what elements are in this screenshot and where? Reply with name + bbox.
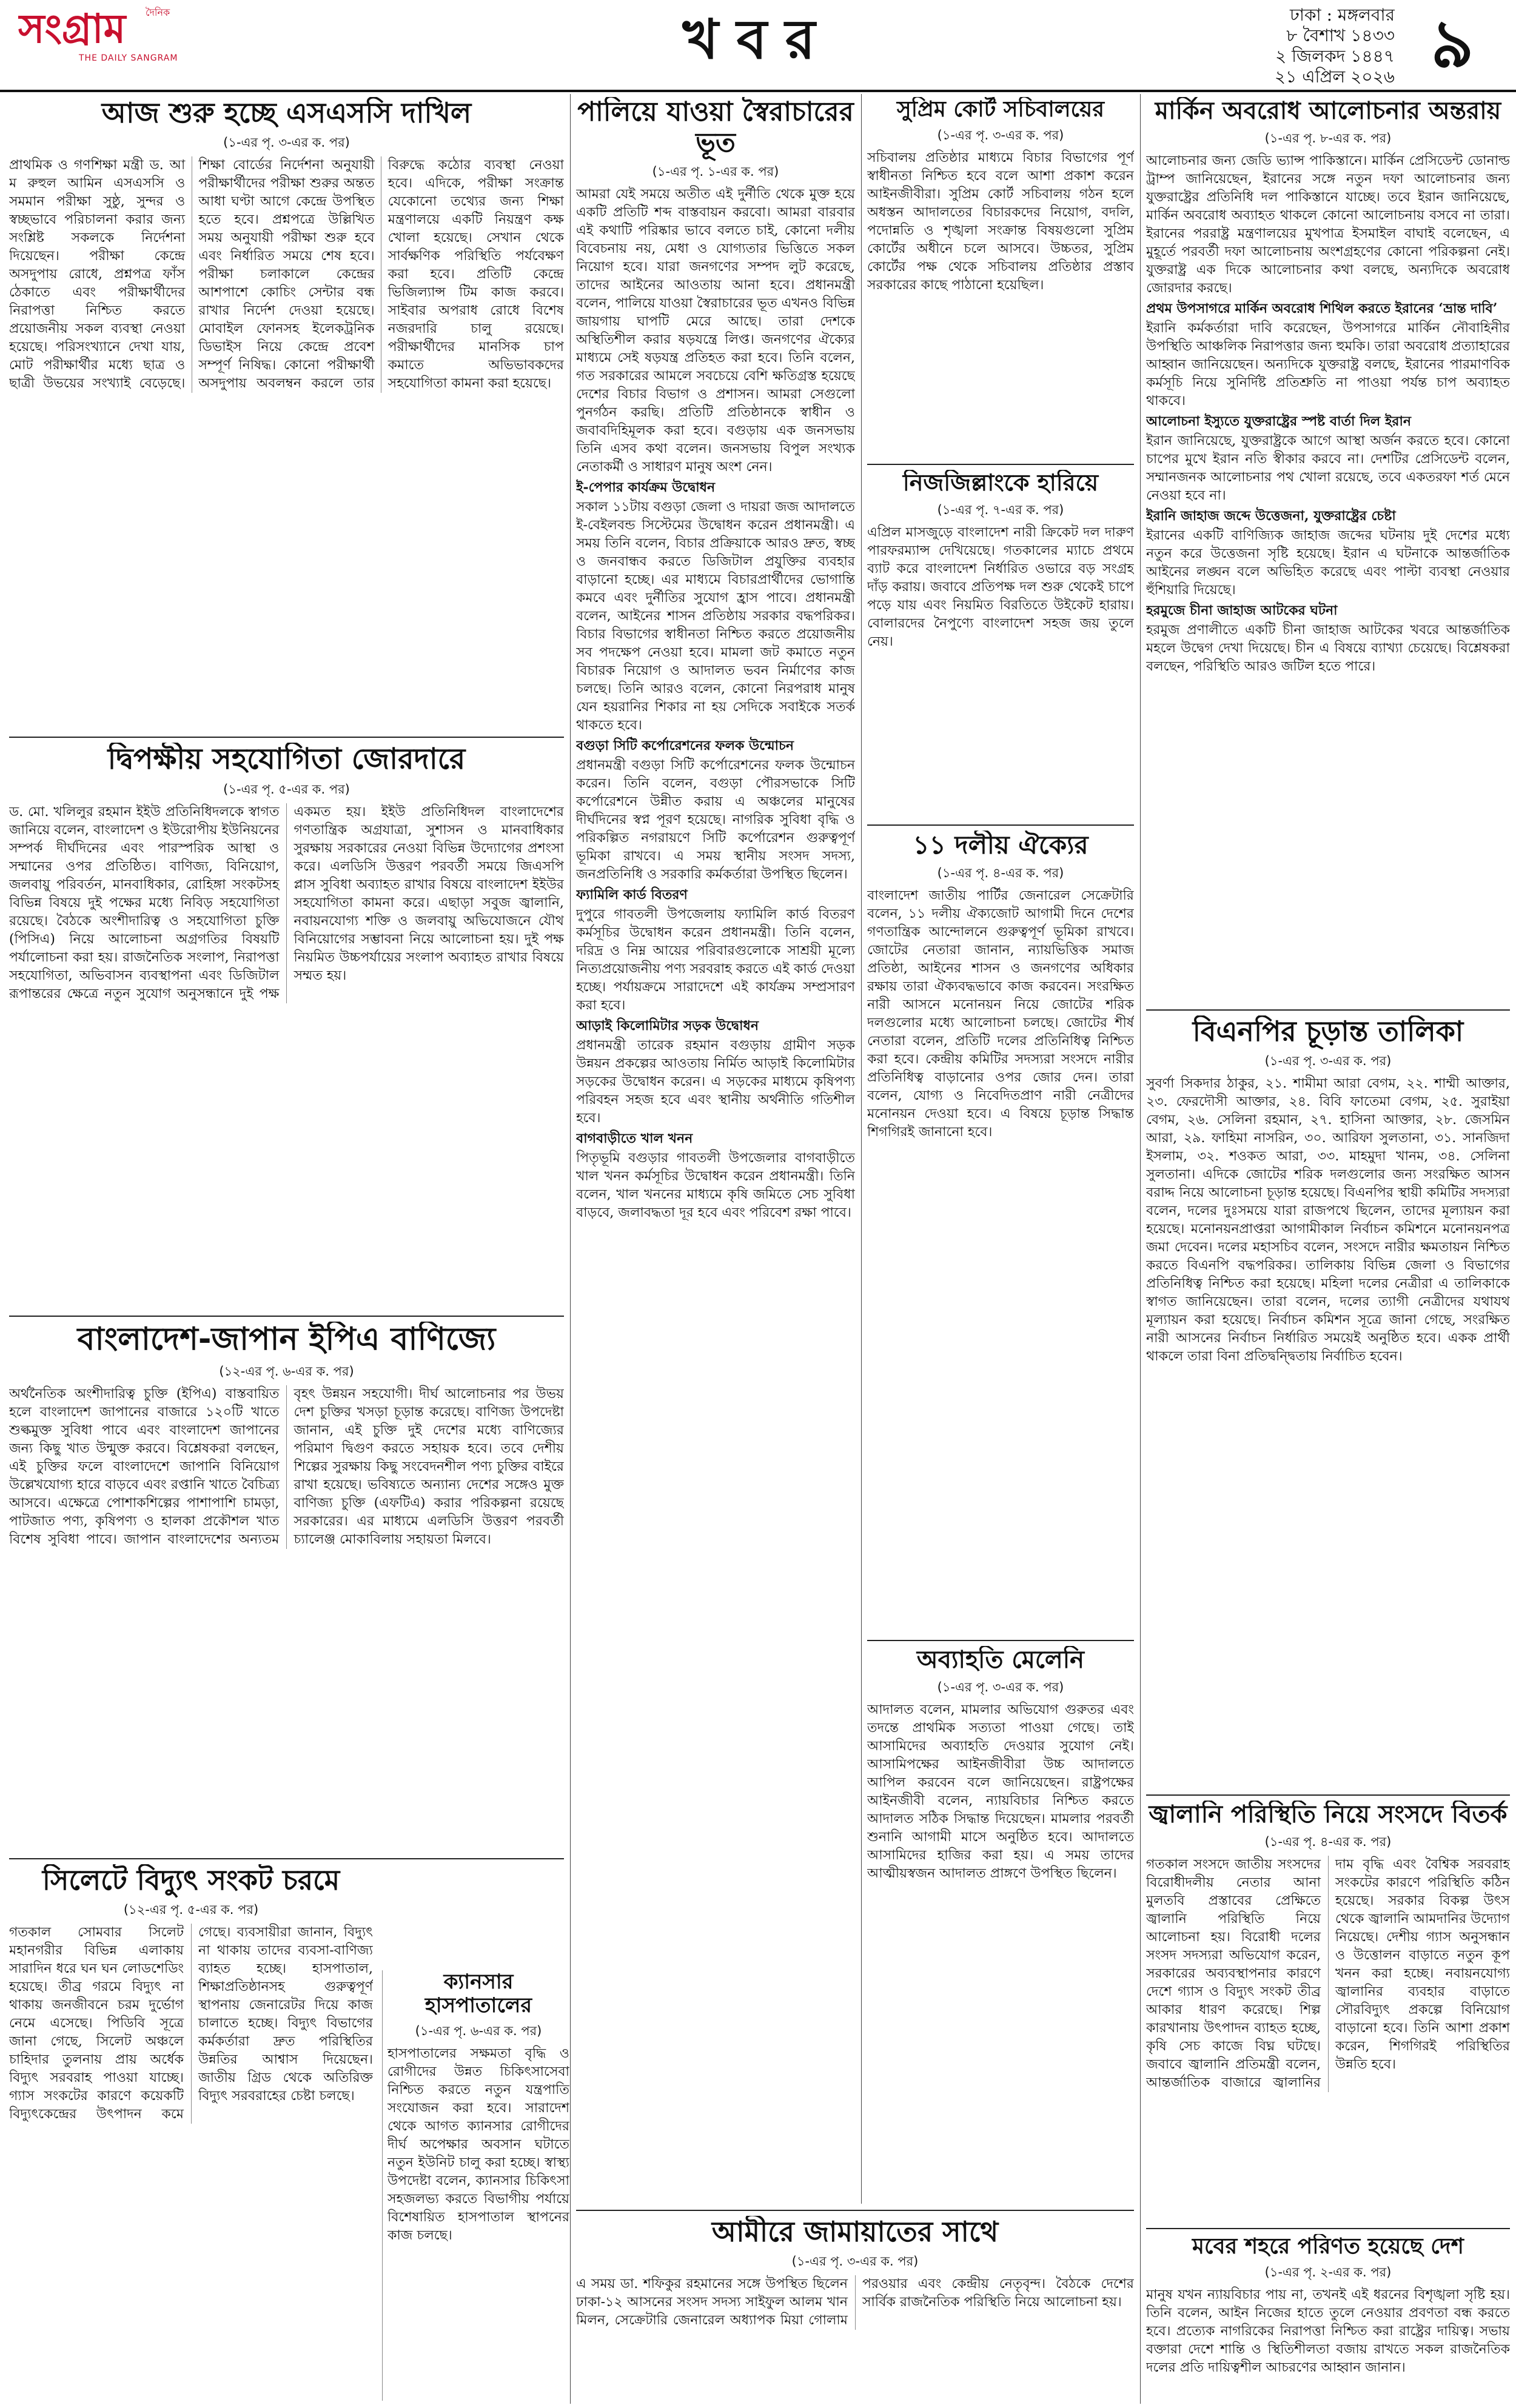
date-bangla: ৮ বৈশাখ ১৪৩৩ [1286,25,1395,45]
article-body: প্রধানমন্ত্রী বগুড়া সিটি কর্পোরেশনের ফলক উন্মোচন করেন। তিনি বলেন, বগুড়া পৌরসভাকে সিটি কর্পোরেশনে উন্নীত করায় এ অঞ্চলের মানুষের দীর্ঘদিনের স্বপ্ন পূরণ হয়েছে। নাগরিক সুবিধা বৃদ্ধি ও পরিকল্পিত নগরায়ণে সিটি কর্পোরেশন গুরুত্বপূর্ণ ভূমিকা রাখবে। এ সময় স্থানীয় সংসদ সদস্য, জনপ্রতিনিধি ও সরকারি কর্মকর্তারা উপস্থিত ছিলেন। [576,758,855,883]
jump-line: (১-এর পৃ. ৫-এর ক. পর) [223,782,350,797]
article-body: সকাল ১১টায় বগুড়া জেলা ও দায়রা জজ আদালতে ই-বেইলবন্ড সিস্টেমের উদ্বোধন করেন প্রধানমন্ত্রী। এ সময় তিনি বলেন, বিচার প্রক্রিয়াকে আরও দ্রুত, স্বচ্ছ ও জনবান্ধব করতে ডিজিটাল প্রযুক্তির ব্যবহার বাড়ানো হচ্ছে। এর মাধ্যমে বিচারপ্রার্থীদের ভোগান্তি কমবে এবং দুর্নীতির সুযোগ হ্রাস পাবে। প্রধানমন্ত্রী বলেন, আইনের শাসন প্রতিষ্ঠায় সরকার বদ্ধপরিকর। বিচার বিভাগের স্বাধীনতা নিশ্চিত করতে প্রয়োজনীয় সব পদক্ষেপ নেওয়া হবে। মামলা জট কমাতে নতুন বিচারক নিয়োগ ও আদালত ভবন নির্মাণের কাজ চলছে। তিনি আরও বলেন, কোনো নিরপরাধ মানুষ যেন হয়রানির শিকার না হয় সেদিকে সবাইকে সতর্ক থাকতে হবে। [576,500,855,734]
jump-line: (১-এর পৃ. ৮-এর ক. পর) [1264,131,1392,145]
article-body: এপ্রিল মাসজুড়ে বাংলাদেশ নারী ক্রিকেট দল দারুণ পারফরম্যান্স দেখিয়েছে। গতকালের ম্যাচে প্রথমে ব্যাট করে বাংলাদেশ নির্ধারিত ওভারে বড় সংগ্রহ দাঁড় করায়। জবাবে প্রতিপক্ষ দল শুরু থেকেই চাপে পড়ে যায় এবং নিয়মিত বিরতিতে উইকেট হারায়। বোলারদের নৈপুণ্যে বাংলাদেশ সহজ জয় তুলে নেয়। [867,524,1134,649]
newspaper-logo[interactable] [18,5,200,72]
logo-english: THE DAILY SANGRAM [79,53,178,63]
jump-line: (১-এর পৃ. ৩-এর ক. পর) [791,2253,919,2269]
article-body: সচিবালয় প্রতিষ্ঠার মাধ্যমে বিচার বিভাগের পূর্ণ স্বাধীনতা নিশ্চিত হবে বলে আশা প্রকাশ করেন আইনজীবীরা। সুপ্রিম কোর্ট সচিবালয় গঠন হলে অধস্তন আদালতের বিচারকদের নিয়োগ, বদলি, পদোন্নতি ও শৃঙ্খলা সংক্রান্ত বিষয়গুলো সুপ্রিম কোর্টের অধীনে চলে আসবে। উচ্চতর, সুপ্রিম কোর্টের পক্ষ থেকে সচিবালয় প্রতিষ্ঠার প্রস্তাব সরকারের কাছে পাঠানো হয়েছিল। [867,150,1134,293]
article-fugitive[interactable] [576,97,855,2207]
column-divider [570,94,571,2404]
subheading: হরমুজে চীনা জাহাজ আটকের ঘটনা [1146,603,1338,618]
article-body: ইরানের একটি বাণিজ্যিক জাহাজ জব্দের ঘটনায় দুই দেশের মধ্যে নতুন করে উত্তেজনা সৃষ্টি হয়েছে। ইরান এ ঘটনাকে আন্তর্জাতিক আইনের লঙ্ঘন বলে অভিহিত করেছে এবং পাল্টা ব্যবস্থা নেওয়ার হুঁশিয়ারি দিয়েছে। [1146,528,1510,598]
article-body: হাসপাতালের সক্ষমতা বৃদ্ধি ও রোগীদের উন্নত চিকিৎসাসেবা নিশ্চিত করতে নতুন যন্ত্রপাতি সংযোজন করা হবে। সারাদেশ থেকে আগত ক্যানসার রোগীদের দীর্ঘ অপেক্ষার অবসান ঘটাতে নতুন ইউনিট চালু করা হচ্ছে। স্বাস্থ্য উপদেষ্টা বলেন, ক্যানসার চিকিৎসা সহজলভ্য করতে বিভাগীয় পর্যায়ে বিশেষায়িত হাসপাতাল স্থাপনের কাজ চলছে। [387,2046,569,2244]
masthead [0,0,1516,91]
date-city: ঢাকা : মঙ্গলবার [1290,5,1395,25]
headline: মবের শহরে পরিণত হয়েছে দেশ [1192,2234,1464,2259]
article-body: বাংলাদেশ জাতীয় পার্টির জেনারেল সেক্রেটারি বলেন, ১১ দলীয় ঐক্যজোট আগামী দিনে দেশের গণতান্ত্রিক আন্দোলনে গুরুত্বপূর্ণ ভূমিকা রাখবে। জোটের নেতারা জানান, ন্যায়ভিত্তিক সমাজ প্রতিষ্ঠা, আইনের শাসন ও জনগণের অধিকার রক্ষায় তারা ঐক্যবদ্ধভাবে কাজ করবেন। সংরক্ষিত নারী আসনে মনোনয়ন নিয়ে জোটের শরিক দলগুলোর মধ্যে আলোচনা চলছে। জোটের শীর্ষ নেতারা বলেন, প্রতিটি দলের প্রতিনিধিত্ব নিশ্চিত করা হবে। কেন্দ্রীয় কমিটির সদস্যরা সংসদে নারীর প্রতিনিধিত্ব বাড়ানোর ওপর জোর দেন। তারা বলেন, যোগ্য ও নিবেদিতপ্রাণ নারী নেত্রীদের মনোনয়ন দেওয়া হবে। এ বিষয়ে চূড়ান্ত সিদ্ধান্ত শিগগিরই জানানো হবে। [867,888,1134,1140]
article-divider [1146,2228,1510,2229]
jump-line: (১-এর পৃ. ৩-এর ক. পর) [223,135,350,150]
jump-line: (১২-এর পৃ. ৬-এর ক. পর) [219,1363,354,1379]
article-divider [1146,1794,1510,1796]
logo-small-text: দৈনিক [146,7,170,18]
article-ssc[interactable] [9,97,564,734]
article-divider [9,1858,564,1859]
article-body: প্রধানমন্ত্রী তারেক রহমান বগুড়ায় গ্রামীণ সড়ক উন্নয়ন প্রকল্পের আওতায় নির্মিত আড়াই কিলোমিটার সড়কের উদ্বোধন করেন। এ সড়কের মাধ্যমে কৃষিপণ্য পরিবহন সহজ হবে এবং স্থানীয় অর্থনীতি গতিশীল হবে। [576,1038,855,1126]
article-body: আলোচনার জন্য জেডি ভ্যান্স পাকিস্তানে। মার্কিন প্রেসিডেন্ট ডোনাল্ড ট্রাম্প জানিয়েছেন, ইরানের সঙ্গে নতুন দফা আলোচনার জন্য যুক্তরাষ্ট্রের প্রতিনিধি দল পাকিস্তানে যাচ্ছে। তবে ইরান জানিয়েছে, মার্কিন অবরোধ অব্যাহত থাকলে কোনো আলোচনায় বসবে না তারা। ইরানের পররাষ্ট্র মন্ত্রণালয়ের মুখপাত্র ইসমাইল বাঘাই বলেছেন, এ মুহূর্তে পরবর্তী দফা আলোচনায় অংশগ্রহণের কোনো পরিকল্পনা নেই। যুক্তরাষ্ট্র এক দিকে আলোচনার কথা বলছে, অন্যদিকে অবরোধ জোরদার করছে। [1146,153,1510,296]
subheading: বাগবাড়ীতে খাল খনন [576,1131,693,1147]
column-divider [1140,94,1141,2404]
article-body: সুবর্ণা সিকদার ঠাকুর, ২১. শামীমা আরা বেগম, ২২. শাম্মী আক্তার, ২৩. ফেরদৌসী আক্তার, ২৪. বিবি ফাতেমা বেগম, ২৫. সুরাইয়া বেগম, ২৬. সেলিনা রহমান, ২৭. হাসিনা আক্তার, ২৮. জেসমিন আরা, ২৯. ফাহিমা নাসরিন, ৩০. আরিফা সুলতানা, ৩১. সানজিদা ইসলাম, ৩২. শওকত আরা, ৩৩. মাহমুদা খানম, ৩৪. সেলিনা সুলতানা। এদিকে জোটের শরিক দলগুলোর জন্য সংরক্ষিত আসন বরাদ্দ নিয়ে আলোচনা চূড়ান্ত হয়েছে। বিএনপির স্থায়ী কমিটির সদস্যরা বলেন, দলের দুঃসময়ে যারা রাজপথে ছিলেন, তাদের মূল্যায়ন করা হয়েছে। মনোনয়নপ্রাপ্তরা আগামীকাল নির্বাচন কমিশনে মনোনয়নপত্র জমা দেবেন। দলের মহাসচিব বলেন, সংসদে নারীর ক্ষমতায়ন নিশ্চিত করতে বিএনপি বদ্ধপরিকর। তালিকায় বিভিন্ন জেলা ও বিভাগের প্রতিনিধিত্ব নিশ্চিত করা হয়েছে। মহিলা দলের নেত্রীরা এ তালিকাকে স্বাগত জানিয়েছেন। তারা বলেন, দলের ত্যাগী নেত্রীদের যথাযথ মূল্যায়ন করা হয়েছে। নির্বাচন কমিশন সূত্রে জানা গেছে, সংরক্ষিত নারী আসনের নির্বাচন নির্ধারিত সময়েই অনুষ্ঠিত হবে। একক প্রার্থী থাকলে তারা বিনা প্রতিদ্বন্দ্বিতায় নির্বাচিত হবেন। [1146,1075,1510,1364]
article-divider [867,1640,1134,1641]
article-divider [9,1316,564,1317]
article-jamaat[interactable] [576,2216,1134,2401]
jump-line: (১-এর পৃ. ৩-এর ক. পর) [937,128,1064,143]
article-us-blockade[interactable] [1146,97,1510,1006]
headline: সুপ্রিম কোর্ট সচিবালয়ের [896,97,1105,122]
headline: মার্কিন অবরোধ আলোচনার অন্তরায় [1155,97,1501,125]
jump-line: (১-এর পৃ. ৩-এর ক. পর) [1264,1053,1392,1068]
headline: বাংলাদেশ-জাপান ইপিএ বাণিজ্যে [77,1322,496,1357]
article-body: গতকাল সংসদে জাতীয় সংসদের বিরোধীদলীয় নেতার আনা মুলতবি প্রস্তাবের প্রেক্ষিতে জ্বালানি পরিস্থিতি নিয়ে আলোচনা হয়। বিরোধী দলের সংসদ সদস্যরা অভিযোগ করেন, সরকারের অব্যবস্থাপনার কারণে দেশে গ্যাস ও বিদ্যুৎ সংকট তীব্র আকার ধারণ করেছে। শিল্প কারখানায় উৎপাদন ব্যাহত হচ্ছে, কৃষি সেচ কাজে বিঘ্ন ঘটছে। জবাবে জ্বালানি প্রতিমন্ত্রী বলেন, আন্তর্জাতিক বাজারে জ্বালানির দাম বৃদ্ধি এবং বৈশ্বিক সরবরাহ সংকটের কারণে পরিস্থিতি কঠিন হয়েছে। সরকার বিকল্প উৎস থেকে জ্বালানি আমদানির উদ্যোগ নিয়েছে। দেশীয় গ্যাস অনুসন্ধান ও উত্তোলন বাড়াতে নতুন কূপ খনন করা হচ্ছে। নবায়নযোগ্য জ্বালানির ব্যবহার বাড়াতে সৌরবিদ্যুৎ প্রকল্পে বিনিয়োগ বাড়ানো হবে। তিনি আশা প্রকাশ করেন, শিগগিরই পরিস্থিতির উন্নতি হবে। [1146,1857,1510,2090]
article-melanie[interactable] [867,1646,1134,2204]
headline: আজ শুরু হচ্ছে এসএসসি দাখিল [101,97,472,129]
article-body: ড. মো. খলিলুর রহমান ইইউ প্রতিনিধিদলকে স্বাগত জানিয়ে বলেন, বাংলাদেশ ও ইউরোপীয় ইউনিয়নের সম্পর্ক দীর্ঘদিনের এবং পারস্পরিক আস্থা ও সম্মানের ওপর প্রতিষ্ঠিত। বাণিজ্য, বিনিয়োগ, জলবায়ু পরিবর্তন, মানবাধিকার, রোহিঙ্গা সংকটসহ বিভিন্ন বিষয়ে দুই পক্ষের মধ্যে নিবিড় সহযোগিতা রয়েছে। বৈঠকে অংশীদারিত্ব ও সহযোগিতা চুক্তি (পিসিএ) নিয়ে আলোচনা অগ্রগতির বিষয়টি পর্যালোচনা করা হয়। রাজনৈতিক সংলাপ, নিরাপত্তা সহযোগিতা, অভিবাসন ব্যবস্থাপনা এবং ডিজিটাল রূপান্তরের ক্ষেত্রে নতুন সুযোগ অনুসন্ধানে দুই পক্ষ একমত হয়। ইইউ প্রতিনিধিদল বাংলাদেশের গণতান্ত্রিক অগ্রযাত্রা, সুশাসন ও মানবাধিকার সুরক্ষায় সরকারের নেওয়া বিভিন্ন উদ্যোগের প্রশংসা করে। এলডিসি উত্তরণ পরবর্তী সময়ে জিএসপি প্লাস সুবিধা অব্যাহত রাখার বিষয়ে বাংলাদেশ ইইউর সহযোগিতা কামনা করে। এছাড়া সবুজ জ্বালানি, নবায়নযোগ্য শক্তি ও জলবায়ু অভিযোজনে যৌথ বিনিয়োগের সম্ভাবনা নিয়ে আলোচনা হয়। দুই পক্ষ নিয়মিত উচ্চপর্যায়ের সংলাপ অব্যাহত রাখার বিষয়ে সম্মত হয়। [9,804,564,1002]
column-divider [861,94,862,2204]
article-bilateral[interactable] [9,743,564,1313]
subheading: ই-পেপার কার্যক্রম উদ্বোধন [576,480,716,496]
article-divider [867,464,1134,465]
article-nizjillanke[interactable] [867,470,1134,821]
article-divider [576,2210,1134,2211]
headline: পালিয়ে যাওয়া স্বৈরাচারের ভূত [577,97,854,158]
article-body: গতকাল সোমবার সিলেট মহানগরীর বিভিন্ন এলাকায় সারাদিন ধরে ঘন ঘন লোডশেডিং হয়েছে। তীব্র গরমে বিদ্যুৎ না থাকায় জনজীবনে চরম দুর্ভোগ নেমে এসেছে। পিডিবি সূত্রে জানা গেছে, সিলেট অঞ্চলে চাহিদার তুলনায় প্রায় অর্ধেক বিদ্যুৎ সরবরাহ পাওয়া যাচ্ছে। গ্যাস সংকটের কারণে কয়েকটি বিদ্যুৎকেন্দ্রের উৎপাদন কমে গেছে। ব্যবসায়ীরা জানান, বিদ্যুৎ না থাকায় তাদের ব্যবসা-বাণিজ্য ব্যাহত হচ্ছে। হাসপাতাল, শিক্ষাপ্রতিষ্ঠানসহ গুরুত্বপূর্ণ স্থাপনায় জেনারেটর দিয়ে কাজ চালাতে হচ্ছে। বিদ্যুৎ বিভাগের কর্মকর্তারা দ্রুত পরিস্থিতির উন্নতির আশ্বাস দিয়েছেন। জাতীয় গ্রিড থেকে অতিরিক্ত বিদ্যুৎ সরবরাহের চেষ্টা চলছে। [9,1924,373,2122]
article-divider [1146,1009,1510,1011]
article-divider [867,824,1134,826]
jump-line: (১২-এর পৃ. ৫-এর ক. পর) [123,1902,259,1917]
article-body: আদালত বলেন, মামলার অভিযোগ গুরুতর এবং তদন্তে প্রাথমিক সত্যতা পাওয়া গেছে। তাই আসামিদের অব্যাহতি দেওয়ার সুযোগ নেই। আসামিপক্ষের আইনজীবীরা উচ্চ আদালতে আপিল করবেন বলে জানিয়েছেন। রাষ্ট্রপক্ষের আইনজীবী বলেন, ন্যায়বিচার নিশ্চিত করতে আদালত সঠিক সিদ্ধান্ত দিয়েছেন। মামলার পরবর্তী শুনানি আগামী মাসে অনুষ্ঠিত হবে। আদালতে আসামিদের হাজির করা হয়। এ সময় তাদের আত্মীয়স্বজন আদালত প্রাঙ্গণে উপস্থিত ছিলেন। [867,1702,1134,1881]
jump-line: (১-এর পৃ. ৬-এর ক. পর) [415,2024,542,2039]
article-eleven-party[interactable] [867,831,1134,1637]
date-hijri: ২ জিলকদ ১৪৪৭ [1275,46,1395,66]
date-block [1122,5,1395,84]
subheading: ইরানি জাহাজ জব্দে উত্তেজনা, যুক্তরাষ্ট্রের চেষ্টা [1146,508,1396,524]
subheading: প্রথম উপসাগরে মার্কিন অবরোধ শিথিল করতে ইরানের ‘ভ্রান্ত দাবি’ [1146,301,1498,316]
article-divider [9,737,564,738]
article-body: পিতৃভূমি বগুড়ার গাবতলী উপজেলার বাগবাড়ীতে খাল খনন কর্মসূচির উদ্বোধন করেন প্রধানমন্ত্রী। তিনি বলেন, খাল খননের মাধ্যমে কৃষি জমিতে সেচ সুবিধা বাড়বে, জলাবদ্ধতা দূর হবে এবং পরিবেশ রক্ষা পাবে। [576,1151,855,1221]
headline: বিএনপির চূড়ান্ত তালিকা [1192,1015,1464,1048]
article-body: মানুষ যখন ন্যায়বিচার পায় না, তখনই এই ধরনের বিশৃঙ্খলা সৃষ্টি হয়। তিনি বলেন, আইন নিজের হাতে তুলে নেওয়ার প্রবণতা বন্ধ করতে হবে। প্রত্যেক নাগরিকের নিরাপত্তা নিশ্চিত করা রাষ্ট্রের দায়িত্ব। সভায় বক্তারা দেশে শান্তি ও স্থিতিশীলতা বজায় রাখতে সকল রাজনৈতিক দলের প্রতি দায়িত্বশীল আচরণের আহ্বান জানান। [1146,2287,1510,2376]
headline: জ্বালানি পরিস্থিতি নিয়ে সংসদে বিতর্ক [1149,1801,1508,1828]
headline: আমীরে জামায়াতের সাথে [711,2216,999,2248]
headline: ১১ দলীয় ঐক্যের [913,831,1088,860]
jump-line: (১-এর পৃ. ৩-এর ক. পর) [937,1680,1064,1694]
date-gregorian: ২১ এপ্রিল ২০২৬ [1274,67,1395,84]
jump-line: (১-এর পৃ. ২-এর ক. পর) [1264,2265,1392,2280]
article-body: হরমুজ প্রণালীতে একটি চীনা জাহাজ আটকের খবরে আন্তর্জাতিক মহলে উদ্বেগ দেখা দিয়েছে। চীন এ বিষয়ে ব্যাখ্যা চেয়েছে। বিশ্লেষকরা বলছেন, পরিস্থিতি আরও জটিল হতে পারে। [1146,623,1510,674]
jump-line: (১-এর পৃ. ৭-এর ক. পর) [937,502,1064,517]
jump-line: (১-এর পৃ. ৪-এর ক. পর) [1264,1834,1392,1849]
headline: নিজজিল্লাংকে হারিয়ে [902,470,1099,496]
article-body: দুপুরে গাবতলী উপজেলায় ফ্যামিলি কার্ড বিতরণ কর্মসূচির উদ্বোধন করেন প্রধানমন্ত্রী। তিনি বলেন, দরিদ্র ও নিম্ন আয়ের পরিবারগুলোকে সাশ্রয়ী মূল্যে নিত্যপ্রয়োজনীয় পণ্য সরবরাহ করতে এই কার্ড দেওয়া হচ্ছে। পর্যায়ক্রমে সারাদেশে এই কার্যক্রম সম্প্রসারণ করা হবে। [576,907,855,1014]
subheading: আড়াই কিলোমিটার সড়ক উদ্বোধন [576,1018,759,1034]
article-sylhet-power[interactable] [9,1864,373,2401]
subheading: বগুড়া সিটি কর্পোরেশনের ফলক উন্মোচন [576,738,794,754]
jump-line: (১-এর পৃ. ৪-এর ক. পর) [937,866,1064,881]
article-country-mob[interactable] [1146,2234,1510,2401]
headline: সিলেটে বিদ্যুৎ সংকট চরমে [42,1864,340,1896]
masthead-rule [0,90,1516,92]
headline: ক্যানসার হাসপাতালের [424,1970,532,2018]
article-bnp-list[interactable] [1146,1015,1510,1791]
article-fuel-debate[interactable] [1146,1801,1510,2225]
headline: অব্যাহতি মেলেনি [916,1646,1085,1674]
article-japan-epa[interactable] [9,1322,564,1855]
article-cancer-hospital[interactable] [382,1970,569,2401]
article-body: প্রাথমিক ও গণশিক্ষা মন্ত্রী ড. আ ম রুহুল আমিন এসএসসি ও সমমান পরীক্ষা সুষ্ঠু, সুন্দর ও স্বচ্ছভাবে পরিচালনা করার জন্য সংশ্লিষ্ট সকলকে নির্দেশনা দিয়েছেন। পরীক্ষা কেন্দ্রে অসদুপায় রোধে, প্রশ্নপত্র ফাঁস ঠেকাতে এবং পরীক্ষার্থীদের নিরাপত্তা নিশ্চিত করতে প্রয়োজনীয় সকল ব্যবস্থা নেওয়া হয়েছে। পরিসংখ্যানে দেখা যায়, মোট পরীক্ষার্থীর মধ্যে ছাত্র ও ছাত্রী উভয়ের সংখ্যাই বেড়েছে। শিক্ষা বোর্ডের নির্দেশনা অনুযায়ী পরীক্ষার্থীদের পরীক্ষা শুরুর অন্তত আধা ঘণ্টা আগে কেন্দ্রে উপস্থিত হতে হবে। প্রশ্নপত্রে উল্লিখিত সময় অনুযায়ী পরীক্ষা শুরু হবে এবং নির্ধারিত সময়ে শেষ হবে। পরীক্ষা চলাকালে কেন্দ্রের আশপাশে কোচিং সেন্টার বন্ধ রাখার নির্দেশ দেওয়া হয়েছে। মোবাইল ফোনসহ ইলেকট্রনিক ডিভাইস নিয়ে কেন্দ্রে প্রবেশ সম্পূর্ণ নিষিদ্ধ। কোনো পরীক্ষার্থী অসদুপায় অবলম্বন করলে তার বিরুদ্ধে কঠোর ব্যবস্থা নেওয়া হবে। এদিকে, পরীক্ষা সংক্রান্ত যেকোনো তথ্যের জন্য শিক্ষা মন্ত্রণালয়ে একটি নিয়ন্ত্রণ কক্ষ খোলা হয়েছে। সেখান থেকে সার্বক্ষণিক পরিস্থিতি পর্যবেক্ষণ করা হবে। প্রতিটি কেন্দ্রে ভিজিল্যান্স টিম কাজ করবে। সাইবার অপরাধ রোধে বিশেষ নজরদারি চালু রয়েছে। পরীক্ষার্থীদের মানসিক চাপ কমাতে অভিভাবকদের সহযোগিতা কামনা করা হয়েছে। [9,157,564,391]
page-number: ৯ [1430,5,1474,82]
logo-text: সংগ্রাম [18,5,126,52]
article-body: ইরান জানিয়েছে, যুক্তরাষ্ট্রকে আগে আস্থা অর্জন করতে হবে। কোনো চাপের মুখে ইরান নতি স্বীকার করবে না। দেশটির প্রেসিডেন্ট বলেন, সম্মানজনক আলোচনার পথ খোলা রয়েছে, তবে একতরফা শর্ত মেনে নেওয়া হবে না। [1146,433,1510,503]
article-body: অর্থনৈতিক অংশীদারিত্ব চুক্তি (ইপিএ) বাস্তবায়িত হলে বাংলাদেশ জাপানের বাজারে ১২০টি খাতে শুল্কমুক্ত সুবিধা পাবে এবং বাংলাদেশ জাপানের জন্য কিছু খাত উন্মুক্ত করবে। বিশ্লেষকরা বলছেন, এই চুক্তির ফলে বাংলাদেশে জাপানি বিনিয়োগ উল্লেখযোগ্য হারে বাড়বে এবং রপ্তানি খাতে বৈচিত্র্য আসবে। এক্ষেত্রে পোশাকশিল্পের পাশাপাশি চামড়া, পাটজাত পণ্য, কৃষিপণ্য ও হালকা প্রকৌশল খাত বিশেষ সুবিধা পাবে। জাপান বাংলাদেশের অন্যতম বৃহৎ উন্নয়ন সহযোগী। দীর্ঘ আলোচনার পর উভয় দেশ চুক্তির খসড়া চূড়ান্ত করেছে। বাণিজ্য উপদেষ্টা জানান, এই চুক্তি দুই দেশের মধ্যে বাণিজ্যের পরিমাণ দ্বিগুণ করতে সহায়ক হবে। তবে দেশীয় শিল্পের সুরক্ষায় কিছু সংবেদনশীল পণ্য চুক্তির বাইরে রাখা হয়েছে। ভবিষ্যতে অন্যান্য দেশের সঙ্গেও মুক্ত বাণিজ্য চুক্তি (এফটিএ) করার পরিকল্পনা রয়েছে সরকারের। এর মাধ্যমে এলডিসি উত্তরণ পরবর্তী চ্যালেঞ্জ মোকাবিলায় সহায়তা মিলবে। [9,1386,564,1547]
headline: দ্বিপক্ষীয় সহযোগিতা জোরদারে [107,743,466,776]
article-supreme-court[interactable] [867,97,1134,461]
subheading: ফ্যামিলি কার্ড বিতরণ [576,887,688,903]
subheading: আলোচনা ইস্যুতে যুক্তরাষ্ট্রের স্পষ্ট বার্তা দিল ইরান [1146,413,1412,429]
section-title: খবর [682,7,834,72]
article-body: ইরানি কর্মকর্তারা দাবি করেছেন, উপসাগরে মার্কিন নৌবাহিনীর উপস্থিতি আঞ্চলিক নিরাপত্তার জন্য হুমকি। তারা অবরোধ প্রত্যাহারের আহ্বান জানিয়েছেন। অন্যদিকে যুক্তরাষ্ট্র বলছে, ইরানের পারমাণবিক কর্মসূচি নিয়ে সুনির্দিষ্ট প্রতিশ্রুতি না পাওয়া পর্যন্ত চাপ অব্যাহত থাকবে। [1146,321,1510,409]
article-body: এ সময় ডা. শফিকুর রহমানের সঙ্গে উপস্থিত ছিলেন ঢাকা-১২ আসনের সংসদ সদস্য সাইফুল আলম খান মিলন, সেক্রেটারি জেনারেল অধ্যাপক মিয়া গোলাম পরওয়ার এবং কেন্দ্রীয় নেতৃবৃন্দ। বৈঠকে দেশের সার্বিক রাজনৈতিক পরিস্থিতি নিয়ে আলোচনা হয়। [576,2276,1134,2328]
jump-line: (১-এর পৃ. ১-এর ক. পর) [652,164,779,179]
article-body: আমরা যেই সময়ে অতীত এই দুর্নীতি থেকে মুক্ত হয়ে একটি প্রতিটি শব্দ বাস্তবায়ন করবো। আমরা বারবার এই কথাটি পরিষ্কার ভাবে বলতে চাই, কোনো দলীয় বিবেচনায় নয়, মেধা ও যোগ্যতার ভিত্তিতে সকল নিয়োগ হবে। যারা জনগণের সম্পদ লুট করেছে, তাদের আইনের আওতায় আনা হবে। প্রধানমন্ত্রী বলেন, পালিয়ে যাওয়া স্বৈরাচারের ভূত এখনও বিভিন্ন জায়গায় ঘাপটি মেরে আছে। তারা দেশকে অস্থিতিশীল করার ষড়যন্ত্রে লিপ্ত। জনগণের ঐক্যের মাধ্যমে সেই ষড়যন্ত্র প্রতিহত করা হবে। তিনি বলেন, গত সরকারের আমলে সবচেয়ে বেশি ক্ষতিগ্রস্ত হয়েছে দেশের বিচার বিভাগ ও প্রশাসন। আমরা সেগুলো পুনর্গঠন করছি। প্রতিটি প্রতিষ্ঠানকে স্বাধীন ও জবাবদিহিমূলক করা হবে। বগুড়ায় এক জনসভায় তিনি এসব কথা বলেন। জনসভায় বিপুল সংখ্যক নেতাকর্মী ও সাধারণ মানুষ অংশ নেন। [576,187,855,475]
